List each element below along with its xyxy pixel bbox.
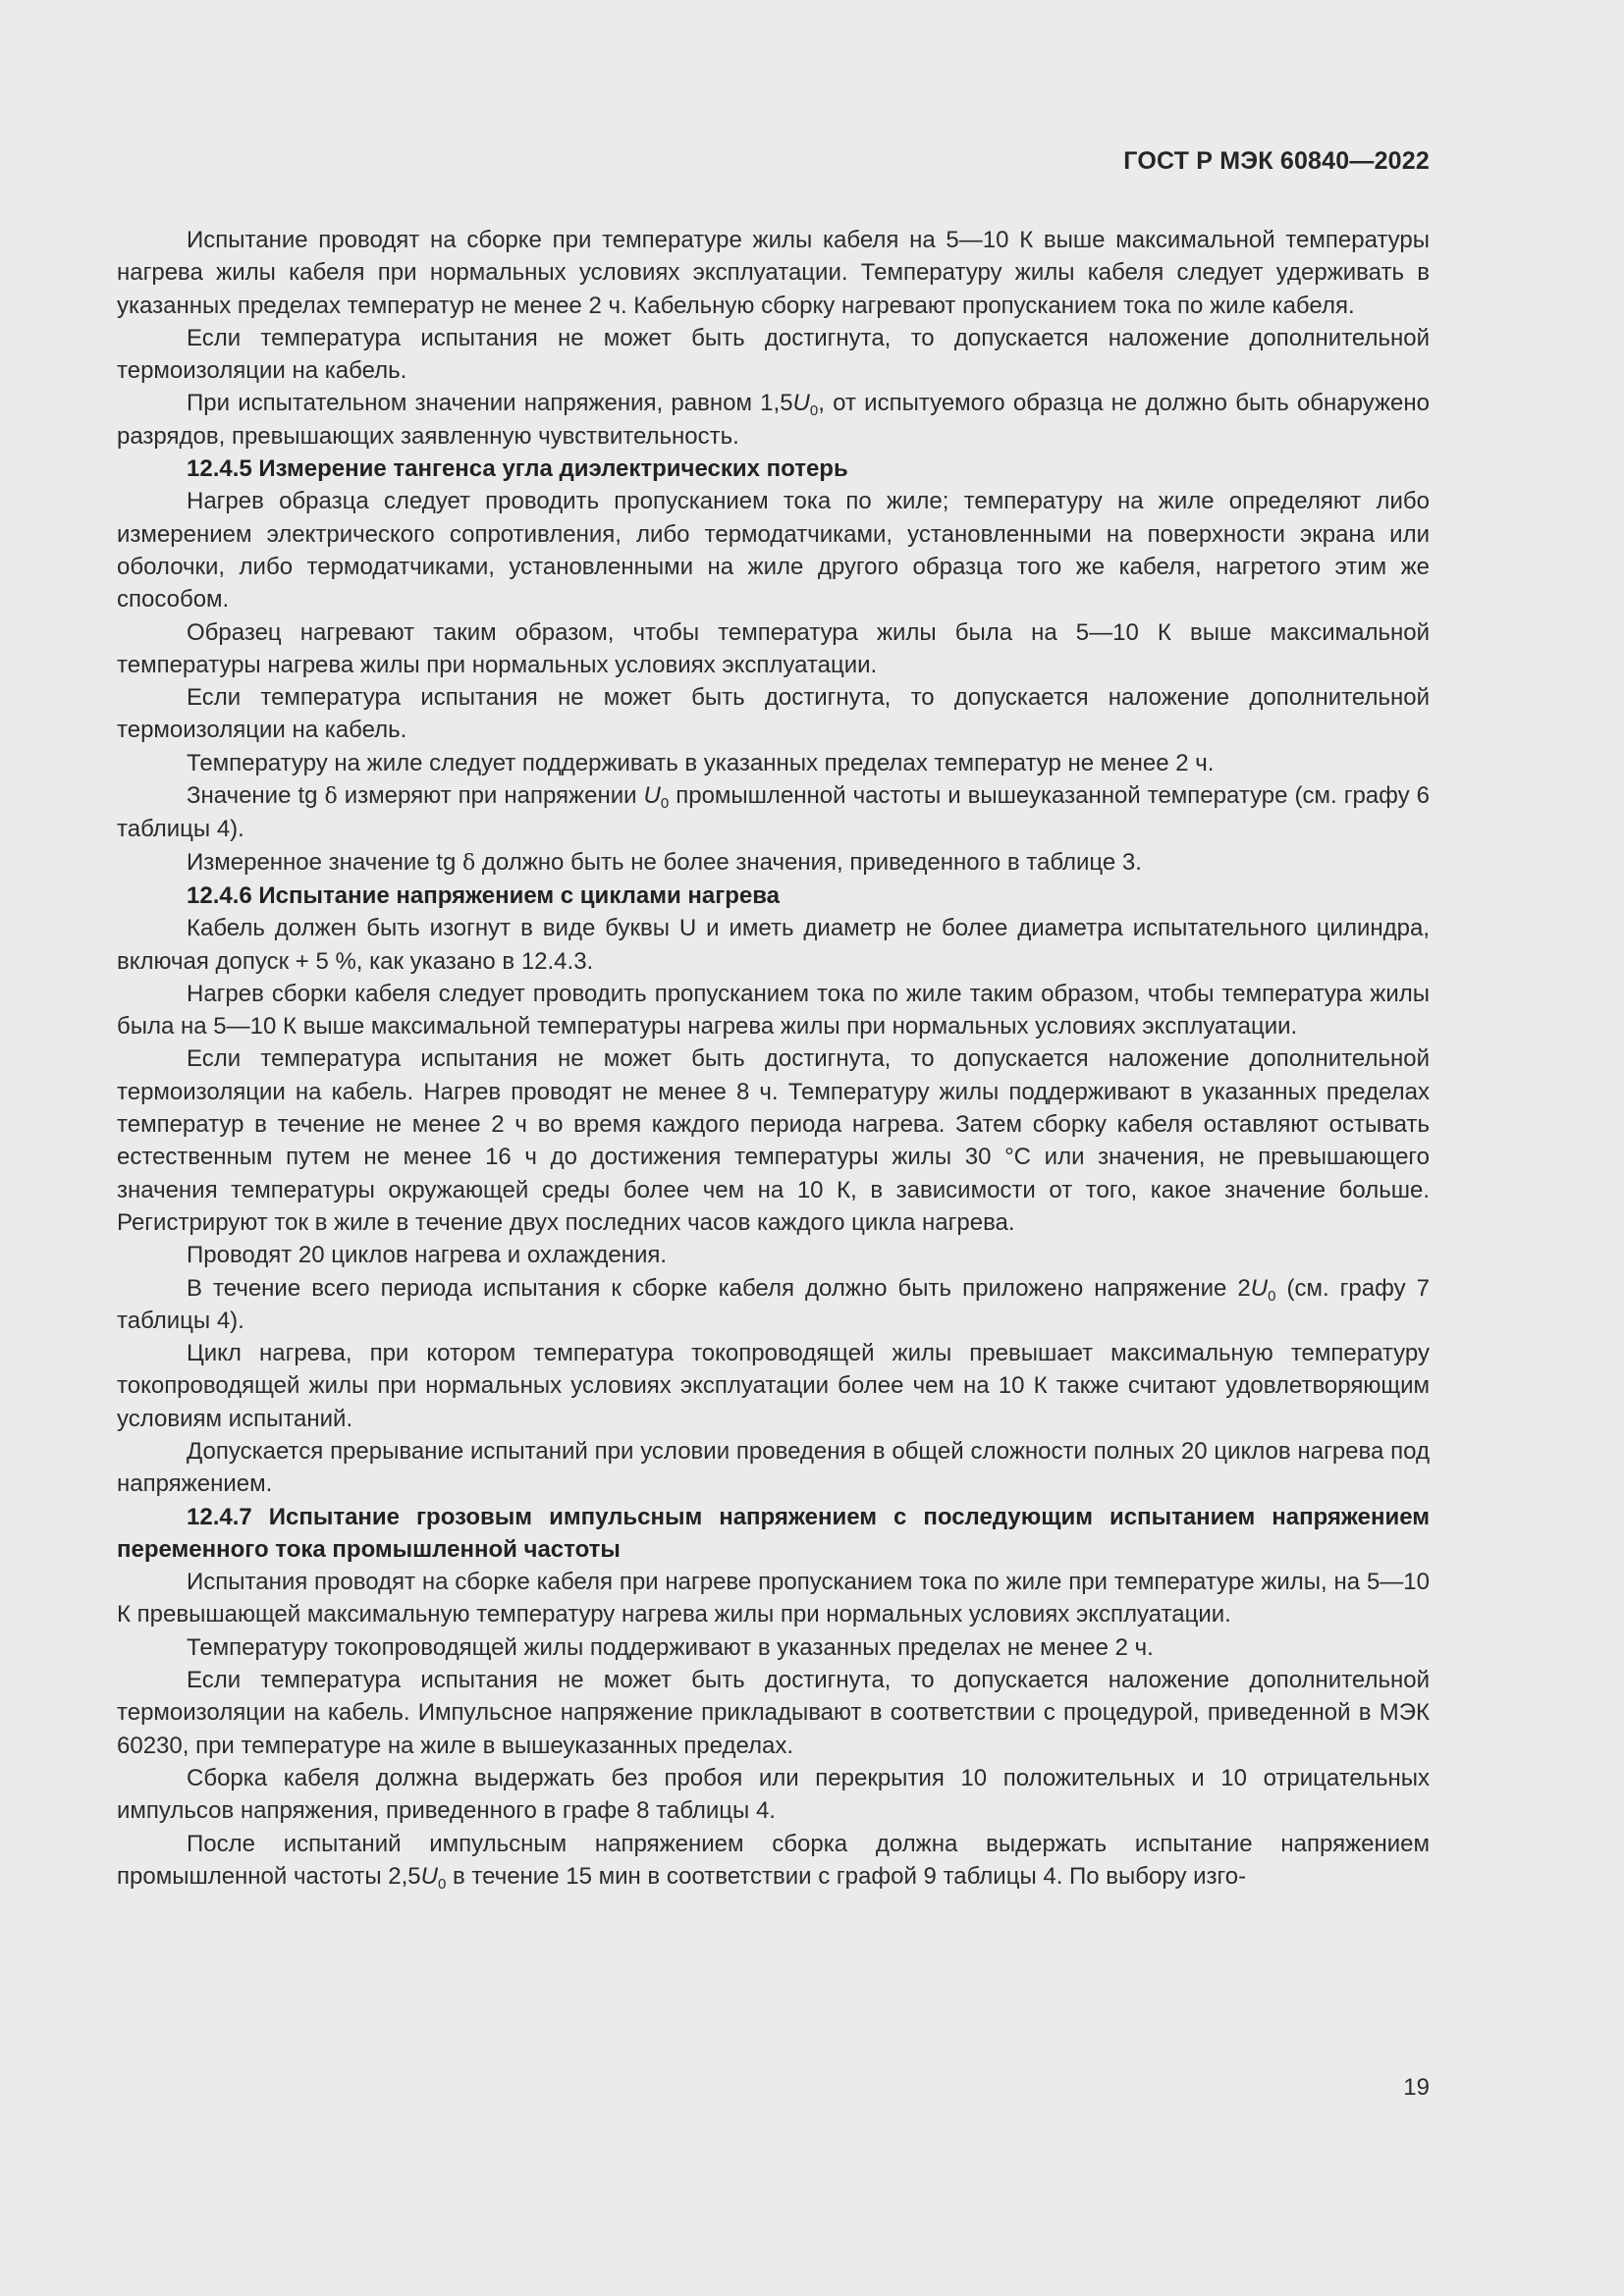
paragraph: При испытательном значении напряжения, равном $1,5U_0$, от испытуемого образца не должно быть обнаружено разрядов, превышающих заявленную чувствительность. [117,390,1430,450]
paragraph: Температуру токопроводящей жилы поддерживают в указанных пределах не менее 2 ч. [187,1633,1154,1661]
paragraph: Допускается прерывание испытаний при условии проведения в общей сложности полных 20 циклов нагрева под напряжением. [117,1437,1430,1498]
paragraph: Проводят 20 циклов нагрева и охлаждения. [187,1242,668,1269]
paragraph: Если температура испытания не может быть достигнута, то допускается наложение дополнительной термоизоляции на кабель. [117,684,1430,744]
paragraph: Испытания проводят на сборке кабеля при нагреве пропусканием тока по жиле при температуре жилы, на 5—10 К превышающей максимальную температуру нагрева жилы при нормальных условиях эксплуатации. [117,1569,1430,1629]
paragraph: После испытаний импульсным напряжением сборка должна выдержать испытание напряжением промышленной частоты $2,5U_0$ в течение 15 мин в соответствии с графой 9 таблицы 4. По выбору изго- [117,1830,1430,1893]
section-heading-12-4-7: 12.4.7 Испытание грозовым импульсным напряжением с последующим испытанием напряжением переменного тока промышленной частоты [117,1503,1430,1563]
paragraph: Испытание проводят на сборке при температуре жилы кабеля на 5—10 К выше максимальной температуры нагрева жилы кабеля при нормальных условиях эксплуатации. Температуру жилы кабеля следует удерживать в указанных пределах температур не менее 2 ч. Кабельную сборку нагревают пропусканием тока по жиле кабеля. [117,227,1430,319]
page-number: 19 [1403,2074,1430,2101]
paragraph: Если температура испытания не может быть достигнута, то допускается наложение дополнительной термоизоляции на кабель. Импульсное напряжение прикладывают в соответствии с процедурой, приведенной в МЭК 60230, при температуре на жиле в вышеуказанных пределах. [117,1667,1430,1759]
section-heading-12-4-6: 12.4.6 Испытание напряжением с циклами нагрева [187,881,781,909]
paragraph: Температуру на жиле следует поддерживать в указанных пределах температур не менее 2 ч. [187,749,1215,776]
document-header: ГОСТ Р МЭК 60840—2022 [1123,147,1430,175]
paragraph: Образец нагревают таким образом, чтобы температура жилы была на 5—10 К выше максимальной температуры нагрева жилы при нормальных условиях эксплуатации. [117,618,1430,678]
section-heading-12-4-5: 12.4.5 Измерение тангенса угла диэлектрических потерь [187,455,848,483]
paragraph: Сборка кабеля должна выдержать без пробоя или перекрытия 10 положительных и 10 отрицательных импульсов напряжения, приведенного в графе 8 таблицы 4. [117,1764,1430,1825]
paragraph: Значение tg δ измеряют при напряжении $U_0$ промышленной частоты и вышеуказанной температуре (см. графу 6 таблицы 4). [117,782,1431,843]
paragraph: Нагрев сборки кабеля следует проводить пропусканием тока по жиле таким образом, чтобы температура жилы была на 5—10 К выше максимальной температуры нагрева жилы при нормальных условиях эксплуатации. [117,980,1430,1041]
paragraph: Если температура испытания не может быть достигнута, то допускается наложение дополнительной термоизоляции на кабель. Нагрев проводят не менее 8 ч. Температуру жилы поддерживают в указанных пределах температур в течение не менее 2 ч во время каждого периода нагрева. Затем сборку кабеля оставляют остывать естественным путем не менее 16 ч до достижения температуры жилы 30 °С или значения, не превышающего значения температуры окружающей среды более чем на 10 К, в зависимости от того, какое значение больше. Регистрируют ток в жиле в течение двух последних часов каждого цикла нагрева. [117,1045,1430,1236]
paragraph: Измеренное значение tg δ должно быть не более значения, приведенного в таблице 3. [187,848,1142,876]
document-body [117,224,1430,1893]
paragraph: Нагрев образца следует проводить пропусканием тока по жиле; температуру на жиле определяют либо измерением электрического сопротивления, либо термодатчиками, установленными на поверхности экрана или оболочки, либо термодатчиками, установленными на жиле другого образца того же кабеля, нагретого этим же способом. [117,488,1430,614]
paragraph: Если температура испытания не может быть достигнута, то допускается наложение дополнительной термоизоляции на кабель. [117,324,1430,385]
paragraph: В течение всего периода испытания к сборке кабеля должно быть приложено напряжение $2U_0$ (см. графу 7 таблицы 4). [117,1274,1430,1334]
paragraph: Цикл нагрева, при котором температура токопроводящей жилы превышает максимальную температуру токопроводящей жилы при нормальных условиях эксплуатации более чем на 10 К также считают удовлетворяющим условиям испытаний. [117,1340,1430,1432]
paragraph: Кабель должен быть изогнут в виде буквы U и иметь диаметр не более диаметра испытательного цилиндра, включая допуск + 5 %, как указано в 12.4.3. [117,915,1430,975]
